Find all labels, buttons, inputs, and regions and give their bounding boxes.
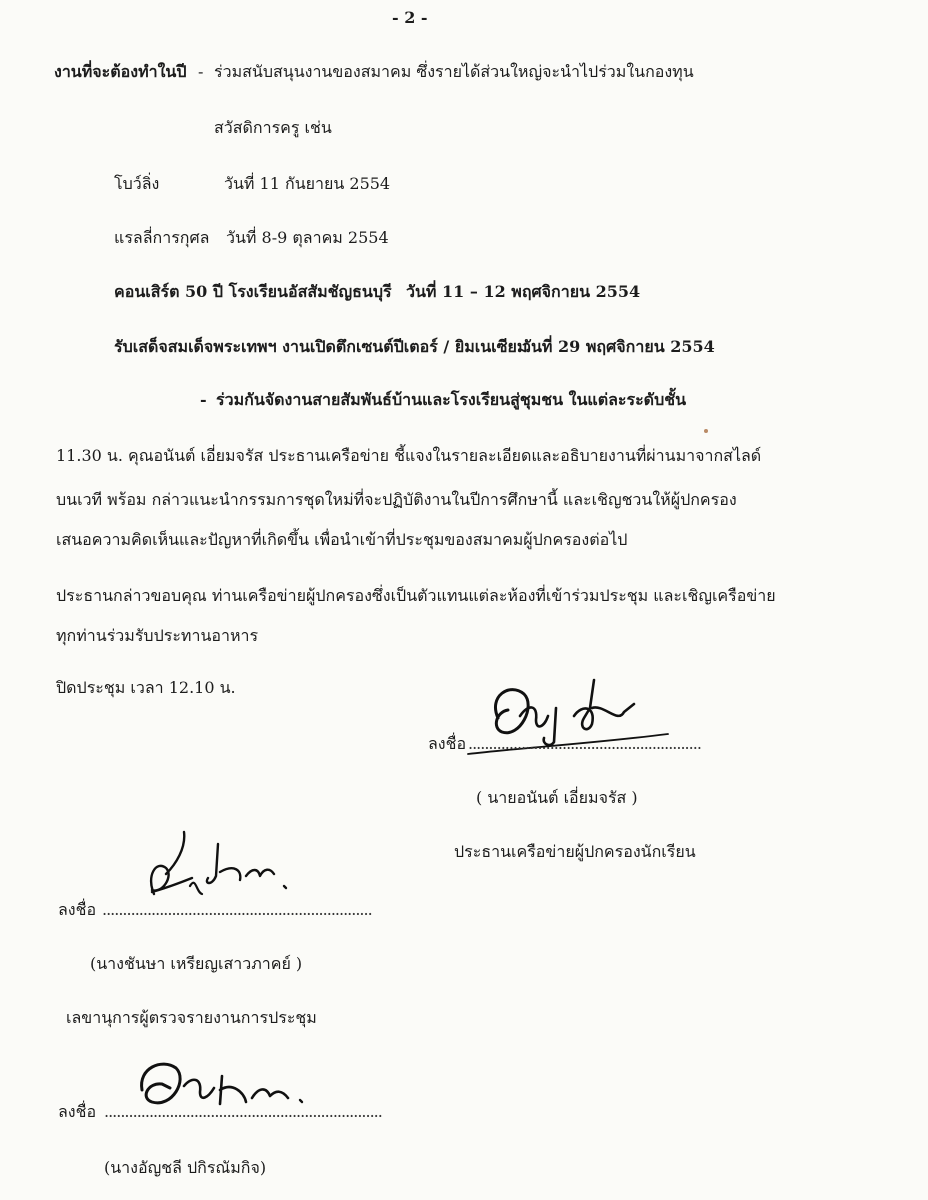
event-name: โบว์ลิ่ง — [114, 174, 160, 193]
signatory-name: (นางอัญชลี ปกิรณัมกิจ) — [104, 1158, 267, 1177]
signature-line: .................................................................... — [104, 1102, 382, 1121]
signatory-title: เลขานุการผู้ตรวจรายงานการประชุม — [66, 1008, 317, 1027]
activity-item-continuation: สวัสดิการครู เช่น — [214, 118, 332, 137]
event-date: วันที่ 29 พฤศจิกายน 2554 — [522, 337, 715, 356]
event-date: วันที่ 8-9 ตุลาคม 2554 — [226, 228, 389, 247]
activities-heading: งานที่จะต้องทำในปี — [54, 62, 187, 81]
sign-label: ลงชื่อ — [58, 900, 97, 919]
page-number: - 2 - — [392, 8, 428, 27]
event-date: วันที่ 11 กันยายน 2554 — [224, 174, 391, 193]
sign-label: ลงชื่อ — [58, 1102, 97, 1121]
event-name: แรลลี่การกุศล — [114, 228, 210, 247]
thanks-line: ทุกท่านร่วมรับประทานอาหาร — [56, 626, 259, 645]
paper-speck — [704, 429, 708, 433]
signatory-title: ประธานเครือข่ายผู้ปกครองนักเรียน — [454, 842, 696, 861]
event-date: วันที่ 11 – 12 พฤศจิกายน 2554 — [406, 282, 641, 301]
event-name: รับเสด็จสมเด็จพระเทพฯ งานเปิดตึกเซนต์ปีเตอร์ / ยิมเนเซียม — [114, 337, 528, 356]
activity-item-text: ร่วมกันจัดงานสายสัมพันธ์บ้านและโรงเรียนสู่ชุมชน ในแต่ละระดับชั้น — [216, 390, 687, 409]
bullet-dash: - — [200, 390, 207, 409]
bullet-dash: - — [198, 62, 204, 81]
meeting-closing: ปิดประชุม เวลา 12.10 น. — [56, 678, 236, 697]
signatory-name: ( นายอนันต์ เอี่ยมจรัส ) — [476, 788, 638, 807]
signature-line: .................................................................. — [102, 900, 372, 919]
agenda-line: เสนอความคิดเห็นและปัญหาที่เกิดขึ้น เพื่อนำเข้าที่ประชุมของสมาคมผู้ปกครองต่อไป — [56, 530, 628, 549]
activity-item-text: ร่วมสนับสนุนงานของสมาคม ซึ่งรายได้ส่วนใหญ่จะนำไปร่วมในกองทุน — [214, 62, 694, 81]
agenda-line: บนเวที พร้อม กล่าวแนะนำกรรมการชุดใหม่ที่จะปฏิบัติงานในปีการศึกษานี้ และเชิญชวนให้ผู้ปกครอง — [56, 490, 737, 509]
sign-label: ลงชื่อ — [428, 734, 467, 753]
thanks-line: ประธานกล่าวขอบคุณ ท่านเครือข่ายผู้ปกครองซึ่งเป็นตัวแทนแต่ละห้องที่เข้าร่วมประชุม และเชิญเครือข่าย — [56, 586, 776, 605]
signatory-name: (นางชันษา เหรียญเสาวภาคย์ ) — [90, 954, 303, 973]
signature-line: ......................................................... — [468, 734, 701, 753]
agenda-line: 11.30 น. คุณอนันต์ เอี่ยมจรัส ประธานเครือข่าย ชี้แจงในรายละเอียดและอธิบายงานที่ผ่านมาจากสไลด์ — [56, 446, 762, 465]
event-name: คอนเสิร์ต 50 ปี โรงเรียนอัสสัมชัญธนบุรี — [114, 282, 392, 301]
